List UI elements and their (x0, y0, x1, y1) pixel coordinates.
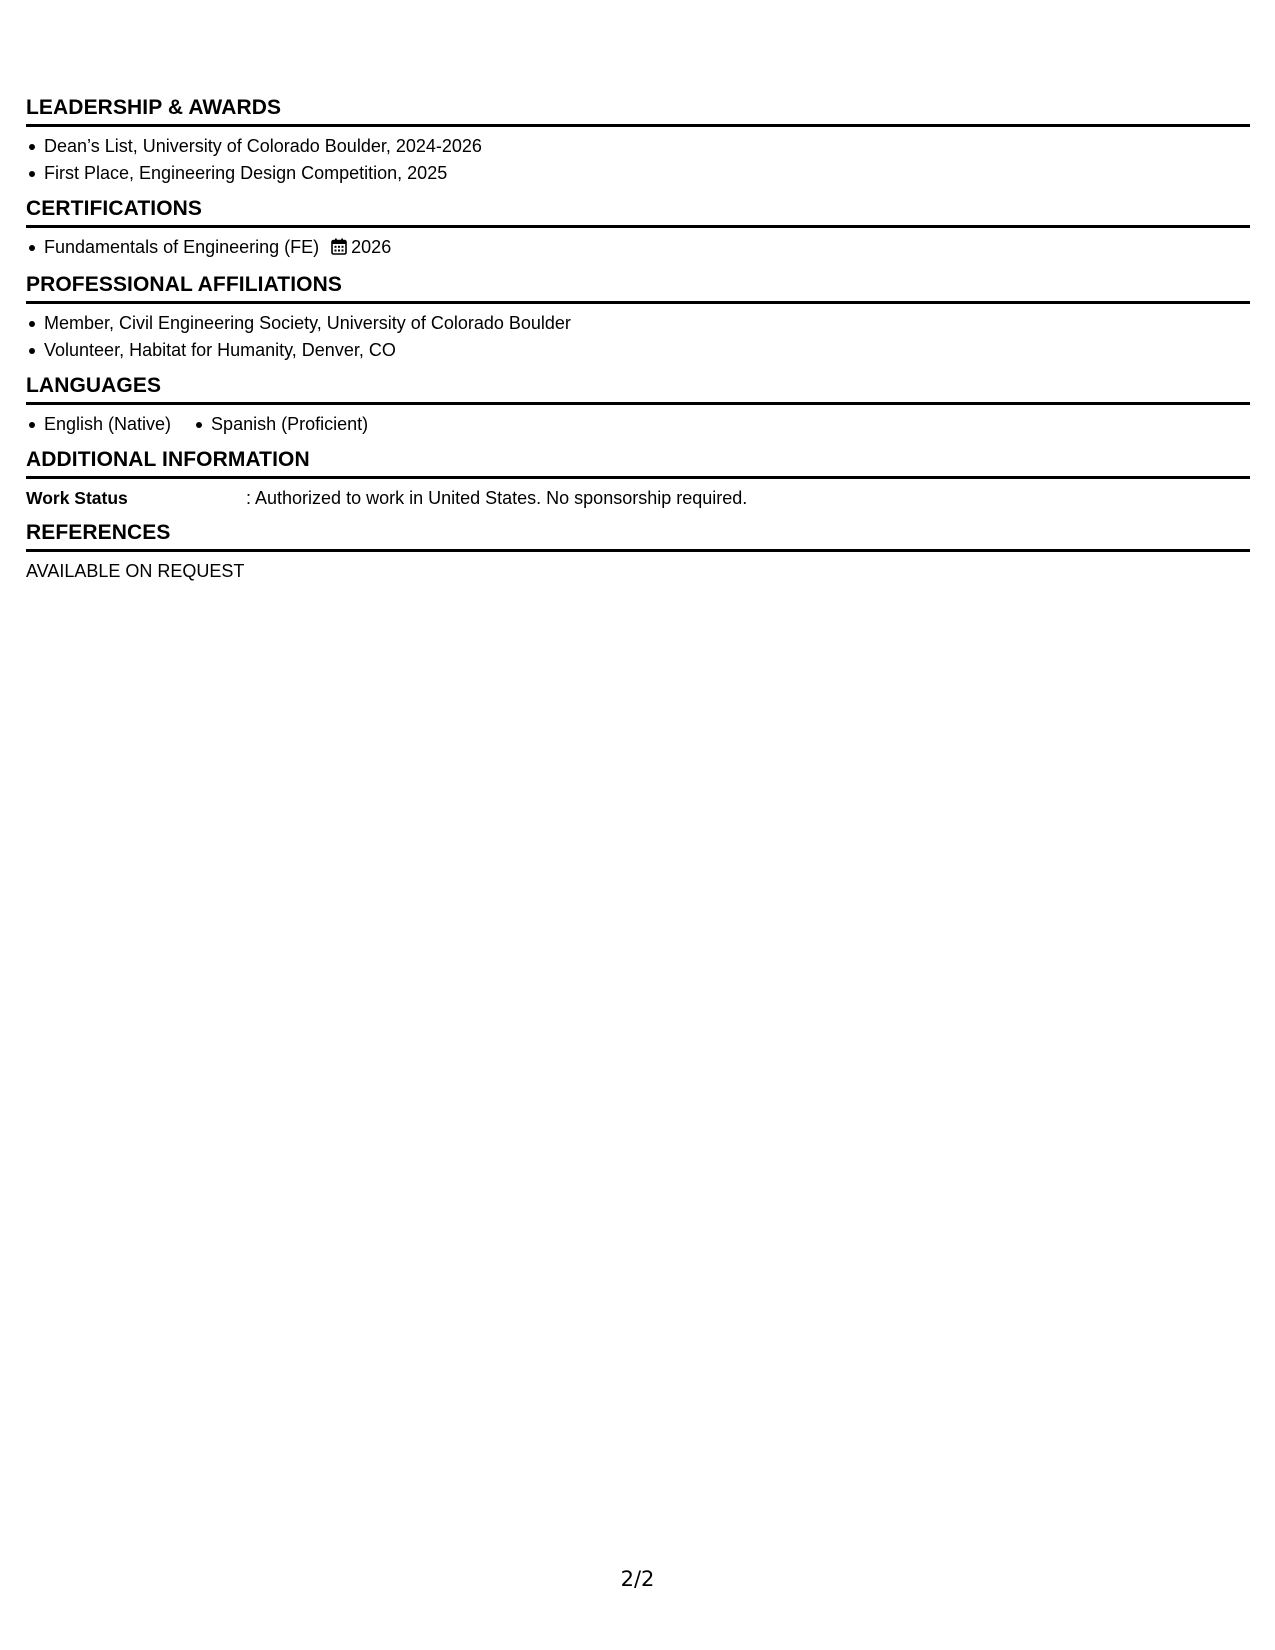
section-additional-information (26, 447, 1250, 520)
certifications-list (26, 234, 1250, 263)
section-leadership-awards (26, 95, 1250, 196)
section-title: ADDITIONAL INFORMATION (26, 448, 310, 471)
calendar-icon (331, 236, 347, 263)
page-number: 2/2 (620, 1567, 655, 1591)
section-title: CERTIFICATIONS (26, 197, 203, 220)
list-item: First Place, Engineering Design Competition, 2025 (26, 160, 1250, 187)
section-title: LEADERSHIP & AWARDS (26, 96, 282, 119)
list-item: Spanish (Proficient) (193, 411, 368, 438)
certification-name: Fundamentals of Engineering (FE) (44, 237, 320, 257)
list-item: English (Native) (26, 411, 171, 438)
section-references (26, 520, 1250, 584)
list-item: Dean’s List, University of Colorado Boulder, 2024-2026 (26, 133, 1250, 160)
section-divider (26, 476, 1250, 479)
section-divider (26, 402, 1250, 405)
resume-page (26, 95, 1250, 584)
info-value: : Authorized to work in United States. No sponsorship required. (246, 488, 748, 508)
info-key: Work Status (26, 488, 128, 508)
list-item: Volunteer, Habitat for Humanity, Denver, CO (26, 337, 1250, 364)
section-title: REFERENCES (26, 521, 171, 544)
section-divider (26, 124, 1250, 127)
section-title: LANGUAGES (26, 374, 162, 397)
list-item (26, 234, 1250, 263)
references-text: AVAILABLE ON REQUEST (26, 561, 245, 581)
languages-list (26, 411, 1250, 438)
section-title: PROFESSIONAL AFFILIATIONS (26, 273, 342, 296)
affiliations-list (26, 310, 1250, 364)
certification-year: 2026 (351, 237, 392, 257)
section-professional-affiliations (26, 272, 1250, 373)
leadership-list (26, 133, 1250, 187)
section-divider (26, 225, 1250, 228)
section-divider (26, 549, 1250, 552)
list-item: Member, Civil Engineering Society, University of Colorado Boulder (26, 310, 1250, 337)
info-row (26, 485, 1250, 511)
section-certifications (26, 196, 1250, 272)
section-languages (26, 373, 1250, 447)
section-divider (26, 301, 1250, 304)
